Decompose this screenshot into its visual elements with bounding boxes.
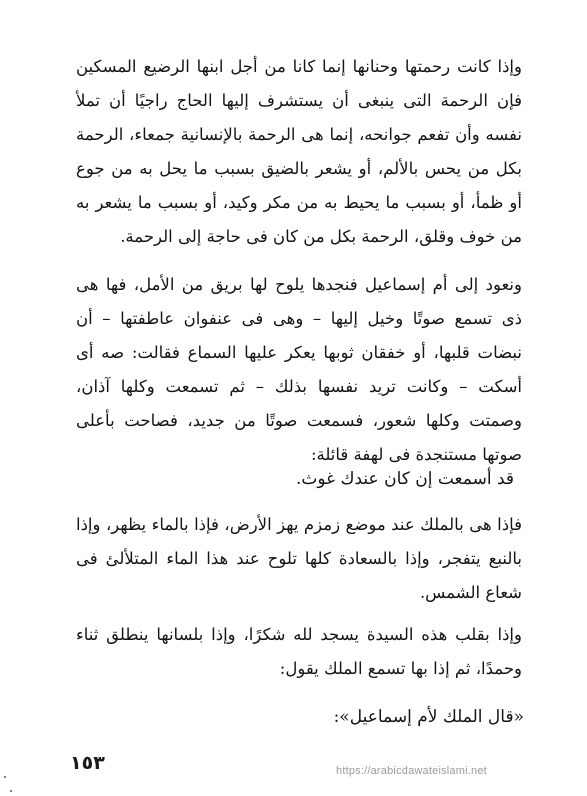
- scan-speck: [10, 790, 12, 792]
- quote-heard: قد أسمعت إن كان عندك غوث.: [295, 469, 514, 489]
- watermark-url: https://arabicdawateislami.net: [336, 765, 487, 777]
- scan-speck: [4, 776, 6, 778]
- paragraph-hope: ونعود إلى أم إسماعيل فنجدها يلوح لها بريق من الأمل، فها هى ذى تسمع صوتًا وخيل إليها – وهى فى عنفوان عاطفتها – أن نبضات قلبها، أو خفقان ثوبها يعكر عليها السماع فقالت: صه أى أسكت – وكانت تريد نفسها بذلك – ثم تسمعت وكلها آذان، وصمتت وكلها شعور، فسمعت صوتًا من جديد، فصاحت بأعلى صوتها مستنجدة فى لهفة قائلة:: [76, 275, 522, 464]
- paragraph-mercy: وإذا كانت رحمتها وحنانها إنما كانا من أجل ابنها الرضيع المسكين فإن الرحمة التى ينبغى أن يستشرف إليها الحاج راجيًا أن تملأ نفسه وأن تفعم جوانحه، إنما هى الرحمة بالإنسانية جمعاء، الرحمة بكل من يحس بالألم، أو يشعر بالضيق بسبب ما يحل به من جوع أو ظمأ، أو بسبب ما يحيط به من مكر وكيد، أو بسبب ما يشعر به من خوف وقلق، الرحمة بكل من كان فى حاجة إلى الرحمة.: [76, 57, 522, 246]
- page-number: ١٥٣: [70, 752, 105, 774]
- paragraph-gratitude: وإذا بقلب هذه السيدة يسجد لله شكرًا، وإذا بلسانها ينطلق ثناء وحمدًا، ثم إذا بها تسمع الملك يقول:: [76, 625, 522, 678]
- quote-angel: «قال الملك لأم إسماعيل»:: [333, 707, 524, 727]
- paragraph-zamzam: فإذا هى بالملك عند موضع زمزم يهز الأرض، فإذا بالماء يظهر، وإذا بالنبع يتفجر، وإذا بالسعادة كلها تلوح عند هذا الماء المتلألئ فى شعاع الشمس.: [76, 515, 522, 602]
